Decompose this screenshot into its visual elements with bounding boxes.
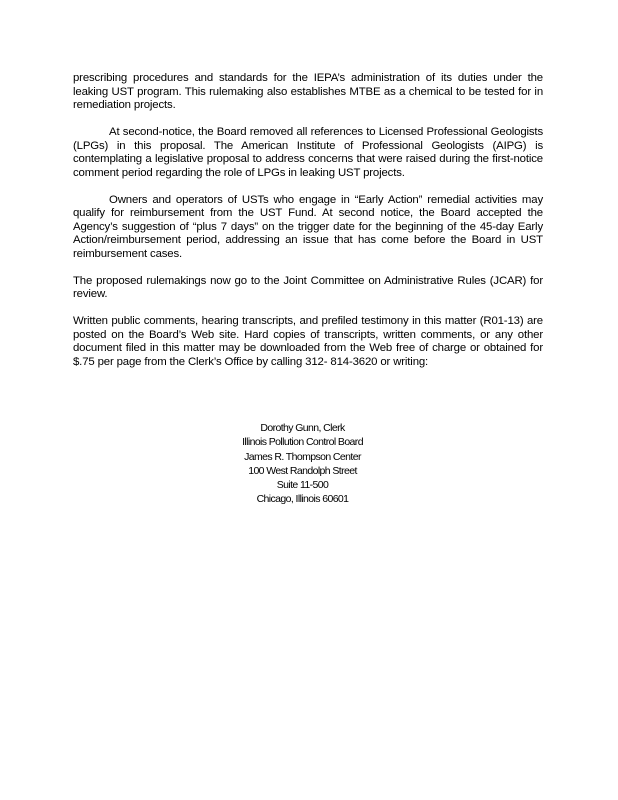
paragraph-jcar-review: The proposed rulemakings now go to the Joint Committee on Administrative Rules (JCAR) for review. (73, 274, 543, 300)
address-city: Chicago, Illinois 60601 (256, 493, 349, 506)
paragraph-public-comments: Written public comments, hearing transcripts, and prefiled testimony in this matter (R01-13) are posted on the Board’s Web site. Hard copies of transcripts, written comments, or any other document filed in this matter may be downloaded from the Web free of charge or obtained for $.75 per page from the Clerk’s Office by calling 312- 814-3620 or writing: (73, 315, 543, 368)
address-suite: Suite 11-500 (276, 479, 329, 492)
paragraph-early-action: Owners and operators of USTs who engage in “Early Action” remedial activities may qualify for reimbursement from the UST Fund. At second notice, the Board accepted the Agency’s suggestion of “plus 7 days” on the trigger date for the beginning of the 45-day Early Action/reimbursement period, addressing an issue that has come before the Board in UST reimbursement cases. (73, 193, 543, 260)
paragraph-lpg-removal: At second-notice, the Board removed all references to Licensed Professional Geologists (LPGs) in this proposal. The American Institute of Professional Geologists (AIPG) is contemplating a legislative proposal to address concerns that were raised during the first-notice comment period regarding the role of LPGs in leaking UST projects. (73, 126, 543, 179)
address-street: 100 West Randolph Street (248, 464, 357, 477)
clerk-address-block (150, 421, 455, 507)
address-agency: Illinois Pollution Control Board (242, 436, 363, 449)
address-building: James R. Thompson Center (244, 450, 361, 463)
paragraph-ust-program: prescribing procedures and standards for the IEPA’s administration of its duties under the leaking UST program. This rulemaking also establishes MTBE as a chemical to be tested for in remediation projects. (73, 72, 543, 111)
document-body (73, 72, 543, 383)
address-name: Dorothy Gunn, Clerk (260, 422, 345, 434)
